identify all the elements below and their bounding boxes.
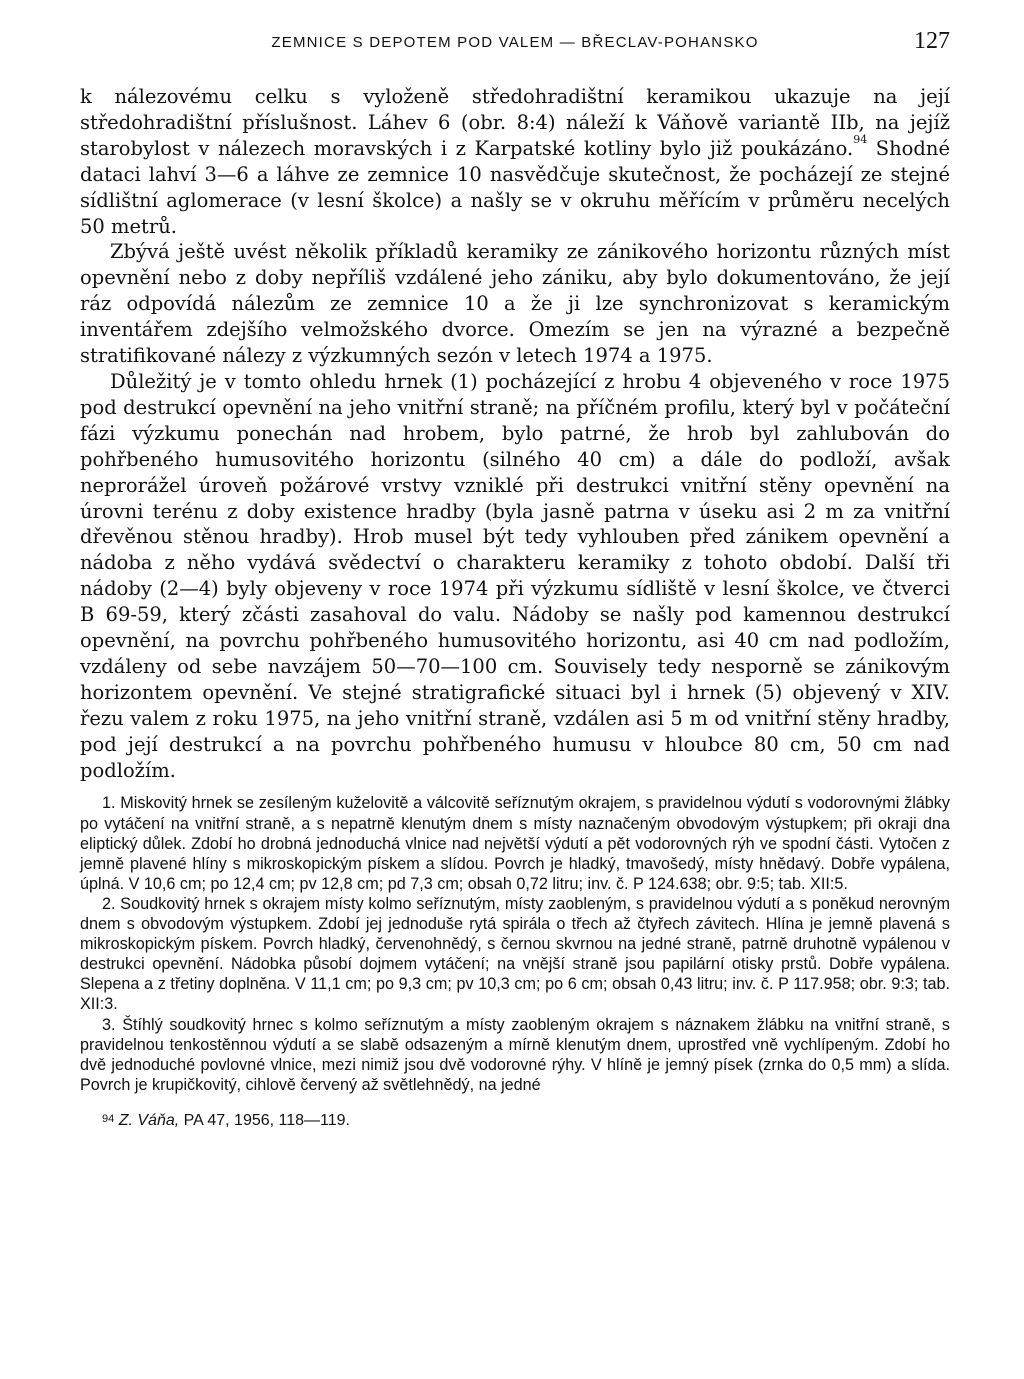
footnote-94 (80, 1111, 950, 1131)
paragraph-1 (80, 84, 950, 239)
catalogue-entry-3: 3. Štíhlý soudkovitý hrnec s kolmo seříznutým a místy zaobleným okrajem s náznakem žlábku na vnitřní straně, s pravidelnou tenkostěnnou výdutí a se slabě odsazeným a mírně klenutým dnem, uprostřed vně vychlípeným. Zdobí ho dvě jednoduché povlovné vlnice, mezi nimiž jsou dvě vodorovné rýhy. V hlíně je jemný písek (zrnka do 0,5 mm) a slída. Povrch je krupičkovitý, cihlově červený až světlehnědý, na jedné (80, 1015, 950, 1094)
footnote-reference: 94 (853, 132, 868, 146)
page-number: 127 (914, 28, 950, 54)
catalogue-entry-2: 2. Soudkovitý hrnek s okrajem místy kolmo seříznutým, místy zaobleným, s pravidelnou výdutí a s poněkud nerovným dnem s obvodovým výstupkem. Zdobí jej jednoduše rytá spirála o třech až čtyřech závitech. Hlína je jemně plavená s mikroskopickým pískem. Povrch hladký, červenohnědý, s černou skvrnou na jedné straně, patrně druhotně vypálenou v destrukci opevnění. Nádobka působí dojmem vytáčení; na vnější straně jsou papilární otisky prstů. Dobře vypálena. Slepena a z třetiny doplněna. V 11,1 cm; po 9,3 cm; pv 10,3 cm; po 6 cm; obsah 0,43 litru; inv. č. P 117.958; obr. 9:3; tab. XII:3. (80, 894, 950, 1014)
running-head-title: ZEMNICE S DEPOTEM POD VALEM — BŘECLAV-POHANSKO (271, 34, 759, 51)
page (80, 28, 950, 1131)
paragraph-1-continuation: Shodné dataci lahví 3—6 a láhve ze zemnice 10 nasvědčuje skutečnost, že pocházejí ze stejné sídlištní aglomerace (v lesní školce) a našly se v okruhu měřícím v průměru necelých 50 metrů. (80, 136, 951, 238)
footnote-author: Z. Váňa, (118, 1111, 180, 1129)
running-head (80, 28, 950, 64)
footnote-citation: PA 47, 1956, 118—119. (179, 1111, 350, 1129)
paragraph-1-text: k nálezovému celku s vyloženě středohradištní keramikou ukazuje na její středohradištní příslušnost. Láhev 6 (obr. 8:4) náleží k Váňově variantě IIb, na jejíž starobylost v nálezech moravských i z Karpatské kotliny bylo již poukázáno. (80, 85, 950, 160)
catalogue-entry-1: 1. Miskovitý hrnek se zesíleným kuželovitě a válcovitě seříznutým okrajem, s pravidelnou výdutí s vodorovnými žlábky po vytáčení na vnitřní straně, a s nepatrně klenutým dnem s místy naznačeným obvodovým výstupkem; při okraji dna eliptický důlek. Zdobí ho drobná jednoduchá vlnice nad největší výdutí a pět vodorovných rýh ve spodní části. Vytočen z jemně plavené hlíny s mikroskopickým pískem a slídou. Povrch je hladký, tmavošedý, místy hnědavý. Dobře vypálena, úplná. V 10,6 cm; po 12,4 cm; pv 12,8 cm; pd 7,3 cm; obsah 0,72 litru; inv. č. P 124.638; obr. 9:5; tab. XII:5. (80, 794, 950, 893)
paragraph-3: Důležitý je v tomto ohledu hrnek (1) pocházející z hrobu 4 objeveného v roce 1975 pod destrukcí opevnění na jeho vnitřní straně; na příčném profilu, který byl v počáteční fázi výzkumu ponechán nad hrobem, bylo patrné, že hrob byl zahlubován do pohřbeného humusovitého horizontu (silného 40 cm) a dále do podloží, avšak neprorážel úroveň požárové vrstvy vzniklé při destrukci vnitřní stěny opevnění na úrovni terénu z doby existence hradby (byla jasně patrna v úseku asi 2 m za vnitřní dřevěnou stěnou hradby). Hrob musel být tedy vyhlouben před zánikem opevnění a nádoba z něho vydává svědectví o charakteru keramiky z tohoto období. Další tři nádoby (2—4) byly objeveny v roce 1974 při výzkumu sídliště v lesní školce, ve čtverci B 69-59, který zčásti zasahoval do valu. Nádoby se našly pod kamennou destrukcí opevnění, na povrchu pohřbeného humusovitého horizontu, asi 40 cm nad podložím, vzdáleny od sebe navzájem 50—70—100 cm. Souvisely tedy nesporně se zánikovým horizontem opevnění. Ve stejné stratigrafické situaci byl i hrnek (5) objevený v XIV. řezu valem z roku 1975, na jeho vnitřní straně, vzdálen asi 5 m od vnitřní stěny hradby, pod její destrukcí a na povrchu pohřbeného humusu v hloubce 80 cm, 50 cm nad podložím. (80, 369, 950, 782)
paragraph-2: Zbývá ještě uvést několik příkladů keramiky ze zánikového horizontu různých míst opevnění nebo z doby nepříliš vzdálené jeho zániku, aby bylo dokumentováno, že její ráz odpovídá nálezům ze zemnice 10 a že ji lze synchronizovat s keramickým inventářem zdejšího velmožského dvorce. Omezím se jen na výrazné a bezpečně stratifikované nálezy z výzkumných sezón v letech 1974 a 1975. (80, 240, 950, 368)
find-catalogue (80, 793, 950, 1094)
footnote-mark: 94 (102, 1112, 115, 1125)
main-text (80, 84, 950, 783)
